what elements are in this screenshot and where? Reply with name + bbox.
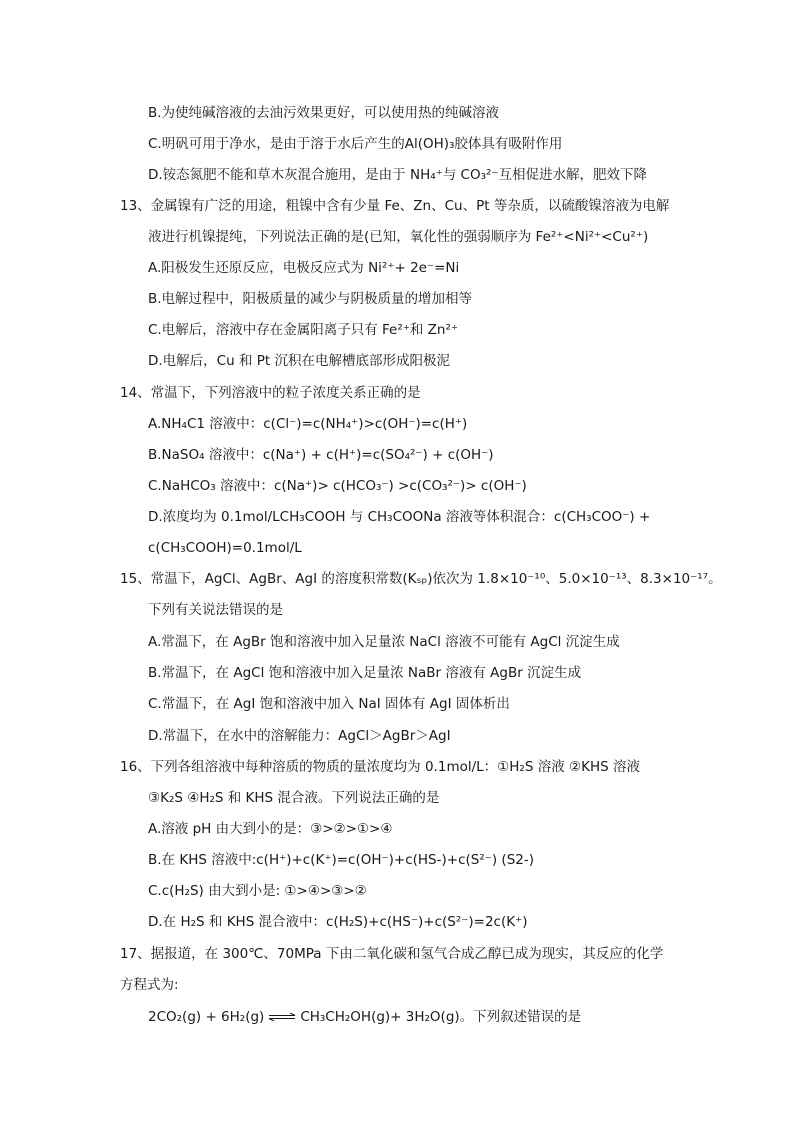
option-12c: C.明矾可用于净水，是由于溶于水后产生的Al(OH)₃胶体具有吸附作用 (148, 136, 563, 152)
option-16d: D.在 H₂S 和 KHS 混合液中：c(H₂S)+c(HS⁻)+c(S²⁻)=2c(K⁺) (148, 914, 528, 930)
question-16-stem: 16、下列各组溶液中每种溶质的物质的量浓度均为 0.1mol/L：①H₂S 溶液 ②KHS 溶液 (120, 759, 640, 775)
option-16b: B.在 KHS 溶液中:c(H⁺)+c(K⁺)=c(OH⁻)+c(HS-)+c(S²⁻) (S2-) (148, 852, 534, 868)
question-17-stem: 17、据报道，在 300℃、70MPa 下由二氧化碳和氢气合成乙醇已成为现实，其反应的化学 (120, 946, 664, 962)
option-13a: A.阳极发生还原反应，电极反应式为 Ni²⁺+ 2e⁻=Ni (148, 260, 460, 276)
option-16a: A.溶液 pH 由大到小的是：③>②>①>④ (148, 821, 393, 837)
option-12d: D.铵态氮肥不能和草木灰混合施用，是由于 NH₄⁺与 CO₃²⁻互相促进水解，肥效下降 (148, 167, 648, 183)
question-13-stem: 13、金属镍有广泛的用途，粗镍中含有少量 Fe、Zn、Cu、Pt 等杂质，以硫酸镍溶液为电解 (120, 198, 670, 214)
option-14d-cont: c(CH₃COOH)=0.1mol/L (148, 540, 302, 556)
option-15d: D.常温下，在水中的溶解能力：AgCl＞AgBr＞AgI (148, 728, 451, 744)
equation-reactants: 2CO₂(g) + 6H₂(g) (148, 1009, 265, 1025)
option-14a: A.NH₄C1 溶液中：c(Cl⁻)=c(NH₄⁺)>c(OH⁻)=c(H⁺) (148, 416, 468, 432)
option-13d: D.电解后，Cu 和 Pt 沉积在电解槽底部形成阳极泥 (148, 353, 450, 369)
option-14b: B.NaSO₄ 溶液中：c(Na⁺) + c(H⁺)=c(SO₄²⁻) + c(OH⁻) (148, 447, 494, 463)
question-14-stem: 14、常温下，下列溶液中的粒子浓度关系正确的是 (120, 385, 421, 401)
option-16c: C.c(H₂S) 由大到小是: ①>④>③>② (148, 883, 367, 899)
question-17-stem-cont: 方程式为: (120, 977, 179, 993)
option-14d: D.浓度均为 0.1mol/LCH₃COOH 与 CH₃COONa 溶液等体积混合：c(CH₃COO⁻) + (148, 509, 651, 525)
question-16-stem-cont: ③K₂S ④H₂S 和 KHS 混合液。下列说法正确的是 (148, 790, 440, 806)
question-13-stem-cont: 液进行机镍提纯，下列说法正确的是(已知，氧化性的强弱顺序为 Fe²⁺<Ni²⁺<Cu²⁺) (148, 229, 649, 245)
option-15b: B.常温下，在 AgCl 饱和溶液中加入足量浓 NaBr 溶液有 AgBr 沉淀生成 (148, 665, 582, 681)
option-13b: B.电解过程中，阳极质量的减少与阴极质量的增加相等 (148, 291, 473, 307)
option-15a: A.常温下，在 AgBr 饱和溶液中加入足量浓 NaCl 溶液不可能有 AgCl 沉淀生成 (148, 634, 620, 650)
question-15-stem: 15、常温下，AgCl、AgBr、AgI 的溶度积常数(Kₛₚ)依次为 1.8×10⁻¹⁰、5.0×10⁻¹³、8.3×10⁻¹⁷。 (120, 571, 722, 587)
equation-products: CH₃CH₂OH(g)+ 3H₂O(g)。下列叙述错误的是 (300, 1009, 582, 1025)
equation-line (148, 1008, 581, 1026)
equilibrium-arrow-icon (268, 1013, 296, 1021)
question-15-stem-cont: 下列有关说法错误的是 (148, 602, 283, 618)
option-15c: C.常温下，在 AgI 饱和溶液中加入 NaI 固体有 AgI 固体析出 (148, 696, 510, 712)
option-14c: C.NaHCO₃ 溶液中：c(Na⁺)> c(HCO₃⁻) >c(CO₃²⁻)> c(OH⁻) (148, 478, 527, 494)
option-13c: C.电解后，溶液中存在金属阳离子只有 Fe²⁺和 Zn²⁺ (148, 322, 459, 338)
option-12b: B.为使纯碱溶液的去油污效果更好，可以使用热的纯碱溶液 (148, 105, 500, 121)
